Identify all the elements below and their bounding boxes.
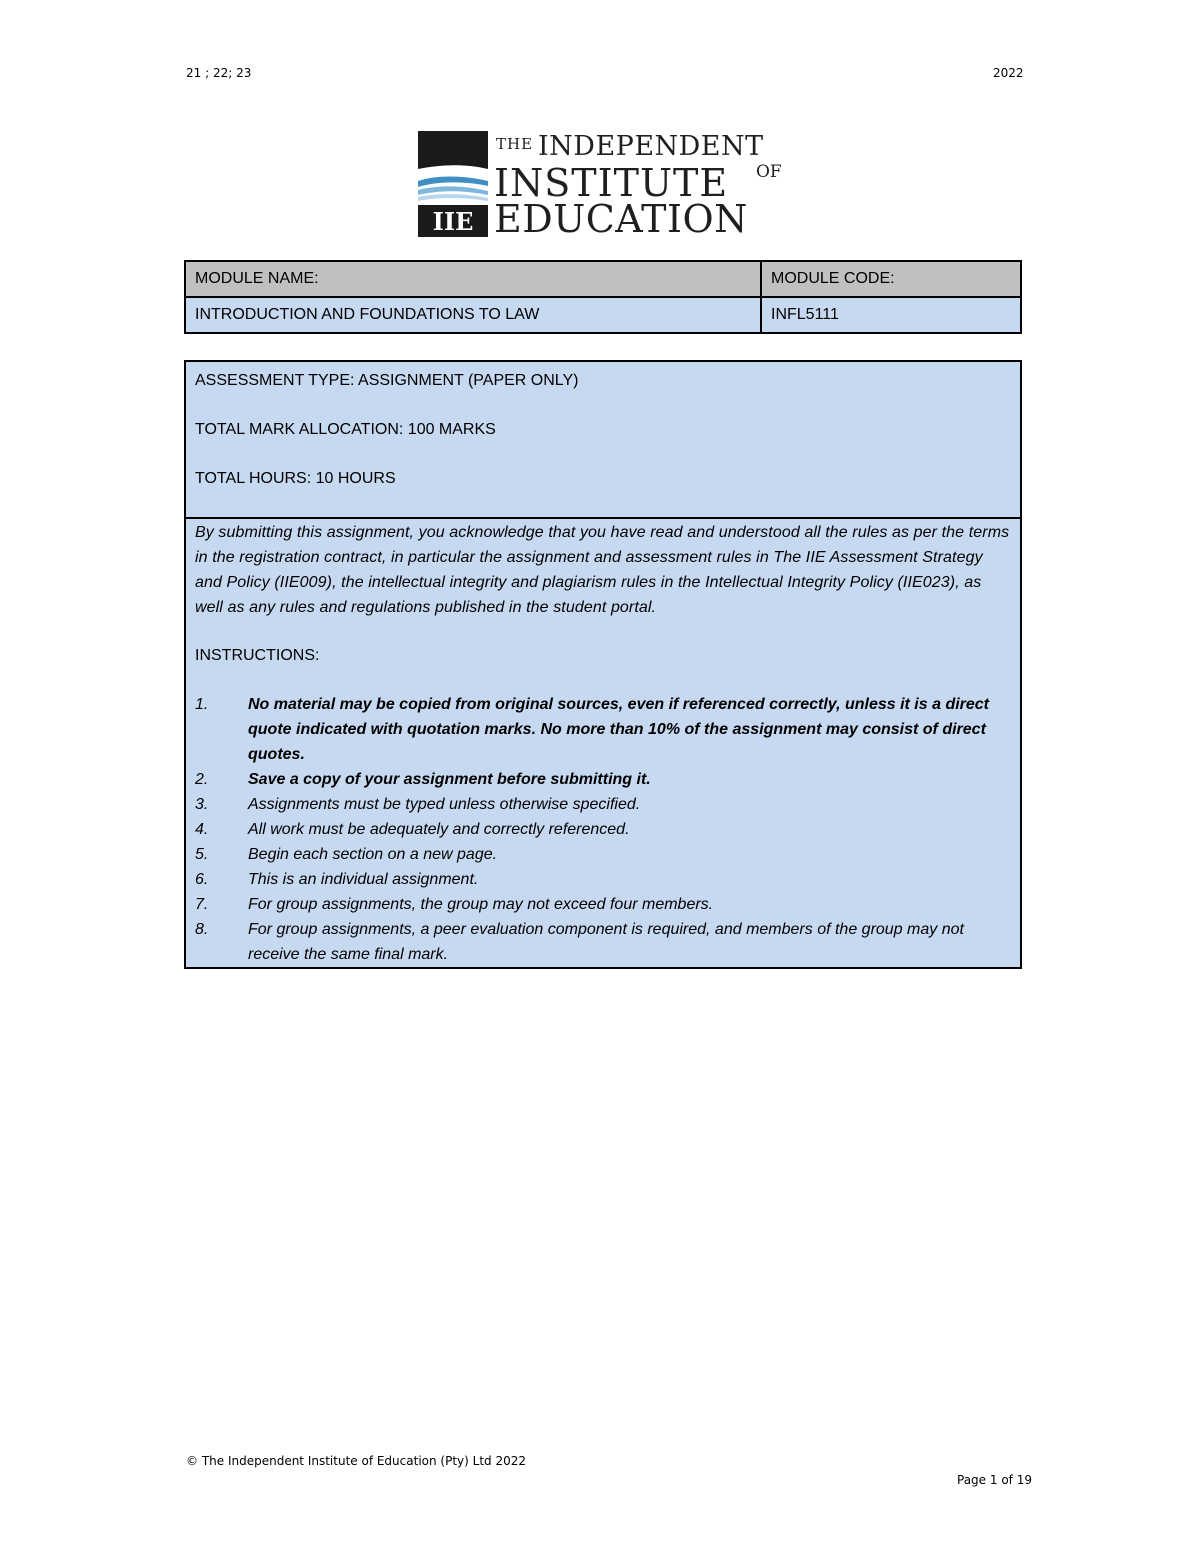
instruction-number: 7. (195, 896, 209, 913)
instruction-text: Save a copy of your assignment before submitting it. (248, 771, 651, 788)
instruction-number: 2. (195, 771, 209, 788)
logo-education: EDUCATION (494, 197, 748, 241)
instruction-text: Begin each section on a new page. (248, 846, 498, 863)
instruction-text: For group assignments, the group may not exceed four members. (248, 896, 714, 913)
module-table-value-row (185, 297, 1021, 333)
instructions-list (195, 692, 1011, 967)
instruction-item (195, 917, 1011, 967)
instruction-number: 6. (195, 871, 209, 888)
module-code-label: MODULE CODE: (761, 261, 1021, 297)
instruction-number: 5. (195, 846, 209, 863)
instruction-text: No material may be copied from original sources, even if referenced correctly, unless it is a direct quote indicated with quotation marks. No more than 10% of the assignment may consist of direct quotes. (248, 696, 990, 763)
instruction-item (195, 842, 1011, 867)
module-code-value: INFL5111 (761, 297, 1021, 333)
instruction-item (195, 767, 1011, 792)
header-year: 2022 (993, 66, 1024, 80)
module-table (184, 260, 1022, 334)
instruction-number: 3. (195, 796, 209, 813)
logo-independent: INDEPENDENT (538, 131, 764, 162)
logo-mark-label: IIE (432, 207, 474, 236)
total-mark-allocation: TOTAL MARK ALLOCATION: 100 MARKS (195, 421, 496, 438)
instruction-item (195, 867, 1011, 892)
logo-of: OF (756, 162, 782, 182)
assessment-summary (186, 362, 1020, 519)
instruction-item (195, 892, 1011, 917)
iie-logo-mark-icon (418, 131, 488, 237)
instructions-title: INSTRUCTIONS: (195, 647, 320, 664)
footer-copyright: © The Independent Institute of Education (Pty) Ltd 2022 (186, 1454, 526, 1468)
assessment-box (184, 360, 1022, 969)
instruction-text: Assignments must be typed unless otherwise specified. (248, 796, 641, 813)
instruction-text: For group assignments, a peer evaluation component is required, and members of the group may not receive the same final mark. (248, 921, 964, 963)
header-left-text: 21 ; 22; 23 (186, 66, 252, 80)
logo-institute: INSTITUTE (494, 161, 729, 205)
instruction-number: 1. (195, 696, 209, 713)
instruction-item (195, 817, 1011, 842)
instruction-text: All work must be adequately and correctly referenced. (248, 821, 630, 838)
assessment-type: ASSESSMENT TYPE: ASSIGNMENT (PAPER ONLY) (195, 372, 579, 389)
module-name-value: INTRODUCTION AND FOUNDATIONS TO LAW (185, 297, 761, 333)
footer-page-number: Page 1 of 19 (957, 1473, 1032, 1487)
module-name-label: MODULE NAME: (185, 261, 761, 297)
instruction-number: 4. (195, 821, 209, 838)
instruction-item (195, 792, 1011, 817)
assessment-rules (186, 519, 1020, 967)
submission-disclaimer: By submitting this assignment, you acknowledge that you have read and understood all the rules as per the terms in the registration contract, in particular the assignment and assessment rules in The IIE Assessment Strategy and Policy (IIE009), the intellectual integrity and plagiarism rules in the Intellectual Integrity Policy (IIE023), as well as any rules and regulations published in the student portal. (195, 524, 1010, 616)
instruction-text: This is an individual assignment. (248, 871, 479, 888)
instruction-item (195, 692, 1011, 767)
logo-wordmark (494, 131, 798, 241)
iie-logo (418, 131, 798, 241)
logo-the: THE (496, 135, 534, 153)
total-hours: TOTAL HOURS: 10 HOURS (195, 470, 396, 487)
module-table-header-row (185, 261, 1021, 297)
instruction-number: 8. (195, 921, 209, 938)
